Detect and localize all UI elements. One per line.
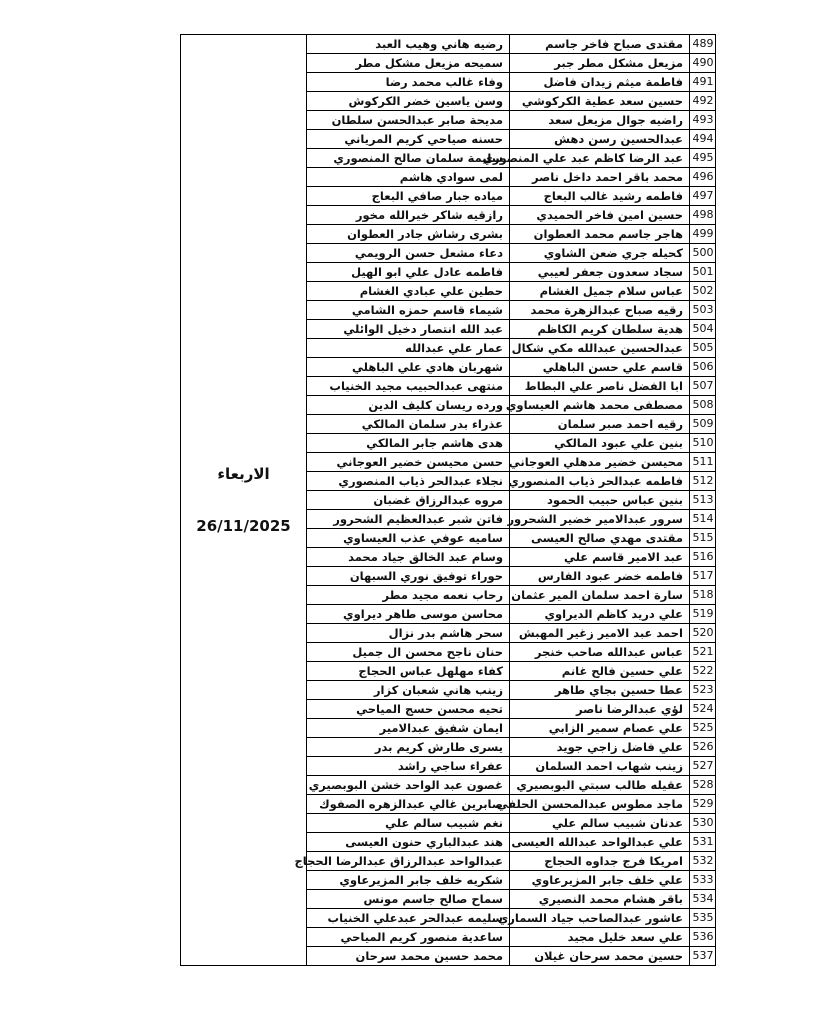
applicant-name-cell: سجاد سعدون جعفر لعيبي — [510, 263, 690, 282]
applicant-name-cell: عاشور عبدالصاحب جياد السماري — [510, 909, 690, 928]
applicant-name-cell: باقر هشام محمد النصيري — [510, 890, 690, 909]
row-number-cell: 525 — [690, 719, 716, 738]
row-number-cell: 491 — [690, 73, 716, 92]
companion-name-cell: ساميه عوفي عذب العيساوي — [307, 529, 510, 548]
row-number-cell: 537 — [690, 947, 716, 966]
applicant-name-cell: زينب شهاب احمد السلمان — [510, 757, 690, 776]
applicant-name-cell: عبد الامير قاسم علي — [510, 548, 690, 567]
applicant-name-cell: عطا حسين بجاي طاهر — [510, 681, 690, 700]
applicant-name-cell: قاسم علي حسن الباهلي — [510, 358, 690, 377]
row-number-cell: 530 — [690, 814, 716, 833]
applicant-name-cell: مصطفى محمد هاشم العيساوي — [510, 396, 690, 415]
companion-name-cell: يسرى طارش كريم بدر — [307, 738, 510, 757]
applicant-name-cell: مقتدى مهدي صالح العيسى — [510, 529, 690, 548]
row-number-cell: 497 — [690, 187, 716, 206]
companion-name-cell: رازقيه شاكر خيرالله مخور — [307, 206, 510, 225]
companion-name-cell: عفراء ساجي راشد — [307, 757, 510, 776]
companion-name-cell: ايمان شفيق عبدالامير — [307, 719, 510, 738]
applicant-name-cell: سارة احمد سلمان المير عثمان — [510, 586, 690, 605]
companion-name-cell: كفاء مهلهل عباس الحجاج — [307, 662, 510, 681]
row-number-cell: 536 — [690, 928, 716, 947]
companion-name-cell: سماح صالح جاسم مونس — [307, 890, 510, 909]
companion-name-cell: زينب هاني شعبان كزار — [307, 681, 510, 700]
applicant-name-cell: محمد باقر احمد داخل ناصر — [510, 168, 690, 187]
row-number-cell: 514 — [690, 510, 716, 529]
companion-name-cell: تحيه محسن حسج المياحي — [307, 700, 510, 719]
companion-name-cell: نغم شبيب سالم علي — [307, 814, 510, 833]
applicant-name-cell: علي عصام سمير الزابي — [510, 719, 690, 738]
applicant-name-cell: فاطمه خضر عبود الفارس — [510, 567, 690, 586]
day-block — [181, 465, 306, 535]
companion-name-cell: سحر هاشم بدر نزال — [307, 624, 510, 643]
row-number-cell: 501 — [690, 263, 716, 282]
row-number-cell: 520 — [690, 624, 716, 643]
companion-name-cell: هدى هاشم جابر المالكي — [307, 434, 510, 453]
applicant-name-cell: راضيه جوال مزيعل سعد — [510, 111, 690, 130]
companion-name-cell: رضيه هاني وهيب العبد — [307, 35, 510, 54]
row-number-cell: 515 — [690, 529, 716, 548]
companion-name-cell: مياده جبار صافي البعاج — [307, 187, 510, 206]
companion-name-cell: رحاب نعمه مجيد مطر — [307, 586, 510, 605]
applicant-name-cell: فاطمه رشيد غالب البعاج — [510, 187, 690, 206]
row-number-cell: 533 — [690, 871, 716, 890]
applicant-name-cell: عباس سلام جميل الغشام — [510, 282, 690, 301]
schedule-table-container — [180, 34, 714, 966]
row-number-cell: 531 — [690, 833, 716, 852]
row-number-cell: 492 — [690, 92, 716, 111]
companion-name-cell: بشرى رشاش جادر العطوان — [307, 225, 510, 244]
companion-name-cell: سليمه عبدالحر عبدعلي الخنياب — [307, 909, 510, 928]
companion-name-cell: محمد حسين محمد سرحان — [307, 947, 510, 966]
row-number-cell: 517 — [690, 567, 716, 586]
applicant-name-cell: امريكا فرج جداوه الحجاج — [510, 852, 690, 871]
companion-name-cell: حطين علي عبادي الغشام — [307, 282, 510, 301]
applicant-name-cell: علي فاضل زاجي جويد — [510, 738, 690, 757]
companion-name-cell: وسن ياسين خضر الكركوش — [307, 92, 510, 111]
row-number-cell: 496 — [690, 168, 716, 187]
row-number-cell: 519 — [690, 605, 716, 624]
day-date-cell — [181, 35, 307, 966]
applicant-name-cell: رقيه احمد صبر سلمان — [510, 415, 690, 434]
applicant-name-cell: هدية سلطان كريم الكاظم — [510, 320, 690, 339]
applicant-name-cell: فاطمة ميثم زيدان فاضل — [510, 73, 690, 92]
row-number-cell: 526 — [690, 738, 716, 757]
row-number-cell: 490 — [690, 54, 716, 73]
row-number-cell: 499 — [690, 225, 716, 244]
applicant-name-cell: عبدالحسين رسن دهش — [510, 130, 690, 149]
row-number-cell: 518 — [690, 586, 716, 605]
row-number-cell: 528 — [690, 776, 716, 795]
companion-name-cell: شهربان هادي علي الباهلي — [307, 358, 510, 377]
applicant-name-cell: ابا الفضل ناصر علي البطاط — [510, 377, 690, 396]
applicant-name-cell: حسين محمد سرحان غيلان — [510, 947, 690, 966]
companion-name-cell: محاسن موسى طاهر ديراوي — [307, 605, 510, 624]
row-number-cell: 500 — [690, 244, 716, 263]
applicant-name-cell: عباس عبدالله صاحب خنجر — [510, 643, 690, 662]
session-date: 26/11/2025 — [196, 517, 291, 535]
row-number-cell: 503 — [690, 301, 716, 320]
row-number-cell: 509 — [690, 415, 716, 434]
applicant-name-cell: حسين امين فاخر الحميدي — [510, 206, 690, 225]
companion-name-cell: فاتن شبر عبدالعظيم الشحرور — [307, 510, 510, 529]
row-number-cell: 506 — [690, 358, 716, 377]
applicant-name-cell: بنين علي عبود المالكي — [510, 434, 690, 453]
companion-name-cell: حوراء توفيق نوري السبهان — [307, 567, 510, 586]
row-number-cell: 495 — [690, 149, 716, 168]
row-number-cell: 505 — [690, 339, 716, 358]
applicant-name-cell: عبدالحسين عبدالله مكي شكال — [510, 339, 690, 358]
row-number-cell: 498 — [690, 206, 716, 225]
companion-name-cell: غصون عبد الواحد خشن البوبصيري — [307, 776, 510, 795]
companion-name-cell: سليمة سلمان صالح المنصوري — [307, 149, 510, 168]
companion-name-cell: شيماء قاسم حمزه الشامي — [307, 301, 510, 320]
applicant-name-cell: كحيله جري ضعن الشاوي — [510, 244, 690, 263]
applicant-name-cell: ماجد مطوس عبدالمحسن الحلفي — [510, 795, 690, 814]
companion-name-cell: مروه عبدالرزاق غضبان — [307, 491, 510, 510]
companion-name-cell: وفاء غالب محمد رضا — [307, 73, 510, 92]
applicant-name-cell: مزيعل مشكل مطر جبر — [510, 54, 690, 73]
companion-name-cell: حسن محيسن خضير العوجاني — [307, 453, 510, 472]
row-number-cell: 493 — [690, 111, 716, 130]
row-number-cell: 516 — [690, 548, 716, 567]
applicant-name-cell: رقيه صباح عبدالزهرة محمد — [510, 301, 690, 320]
applicant-name-cell: عقيله طالب سبتي البوبصيري — [510, 776, 690, 795]
row-number-cell: 534 — [690, 890, 716, 909]
companion-name-cell: دعاء مشعل حسن الرويمي — [307, 244, 510, 263]
row-number-cell: 513 — [690, 491, 716, 510]
companion-name-cell: ساعدية منصور كريم المياحي — [307, 928, 510, 947]
row-number-cell: 535 — [690, 909, 716, 928]
applicant-name-cell: عبد الرضا كاظم عبد علي المنصوري — [510, 149, 690, 168]
applicant-name-cell: علي خلف جابر المزيرعاوي — [510, 871, 690, 890]
row-number-cell: 527 — [690, 757, 716, 776]
companion-name-cell: عمار علي عبدالله — [307, 339, 510, 358]
companion-name-cell: نجلاء عبدالحر ذياب المنصوري — [307, 472, 510, 491]
companion-name-cell: حسنه صياحي كريم المرياني — [307, 130, 510, 149]
row-number-cell: 502 — [690, 282, 716, 301]
companion-name-cell: منتهى عبدالحبيب مجيد الخنياب — [307, 377, 510, 396]
applicant-name-cell: محيسن خضير مدهلي العوجاني — [510, 453, 690, 472]
companion-name-cell: مديحة صابر عبدالحسن سلطان — [307, 111, 510, 130]
day-name: الاربعاء — [217, 465, 270, 483]
companion-name-cell: هند عبدالباري حنون العيسى — [307, 833, 510, 852]
companion-name-cell: لمى سوادي هاشم — [307, 168, 510, 187]
row-number-cell: 507 — [690, 377, 716, 396]
row-number-cell: 508 — [690, 396, 716, 415]
applicant-name-cell: هاجر جاسم محمد العطوان — [510, 225, 690, 244]
applicant-name-cell: علي حسين فالح غانم — [510, 662, 690, 681]
applicant-name-cell: احمد عبد الامير زغير المهبش — [510, 624, 690, 643]
row-number-cell: 512 — [690, 472, 716, 491]
row-number-cell: 524 — [690, 700, 716, 719]
row-number-cell: 521 — [690, 643, 716, 662]
applicant-name-cell: علي سعد خليل مجيد — [510, 928, 690, 947]
row-number-cell: 523 — [690, 681, 716, 700]
companion-name-cell: عبدالواحد عبدالرزاق عبدالرضا الحجاج — [307, 852, 510, 871]
row-number-cell: 504 — [690, 320, 716, 339]
applicant-name-cell: علي عبدالواحد عبدالله العيسى — [510, 833, 690, 852]
table-row — [181, 35, 716, 54]
applicant-name-cell: لؤي عبدالرضا ناصر — [510, 700, 690, 719]
row-number-cell: 529 — [690, 795, 716, 814]
applicant-name-cell: سرور عبدالامير خضير الشحرور — [510, 510, 690, 529]
applicant-name-cell: عدنان شبيب سالم علي — [510, 814, 690, 833]
companion-name-cell: عذراء بدر سلمان المالكي — [307, 415, 510, 434]
companion-name-cell: حنان ناجح محسن ال جميل — [307, 643, 510, 662]
applicant-name-cell: علي دريد كاظم الديراوي — [510, 605, 690, 624]
companion-name-cell: عبد الله انتصار دخيل الوائلي — [307, 320, 510, 339]
applicant-name-cell: مقتدى صباح فاخر جاسم — [510, 35, 690, 54]
row-number-cell: 510 — [690, 434, 716, 453]
schedule-table — [180, 34, 716, 966]
applicant-name-cell: فاطمه عبدالحر ذياب المنصوري — [510, 472, 690, 491]
schedule-table-body — [181, 35, 716, 966]
row-number-cell: 494 — [690, 130, 716, 149]
row-number-cell: 522 — [690, 662, 716, 681]
applicant-name-cell: بنين عباس حبيب الحمود — [510, 491, 690, 510]
companion-name-cell: صابرين غالي عبدالزهره الصفوك — [307, 795, 510, 814]
companion-name-cell: سميحه مزيعل مشكل مطر — [307, 54, 510, 73]
row-number-cell: 511 — [690, 453, 716, 472]
companion-name-cell: فاطمه عادل علي ابو الهيل — [307, 263, 510, 282]
applicant-name-cell: حسين سعد عطية الكركوشي — [510, 92, 690, 111]
companion-name-cell: وسام عبد الخالق جياد محمد — [307, 548, 510, 567]
row-number-cell: 489 — [690, 35, 716, 54]
row-number-cell: 532 — [690, 852, 716, 871]
companion-name-cell: ورده ريسان كليف الدين — [307, 396, 510, 415]
companion-name-cell: شكريه خلف جابر المزيرعاوي — [307, 871, 510, 890]
